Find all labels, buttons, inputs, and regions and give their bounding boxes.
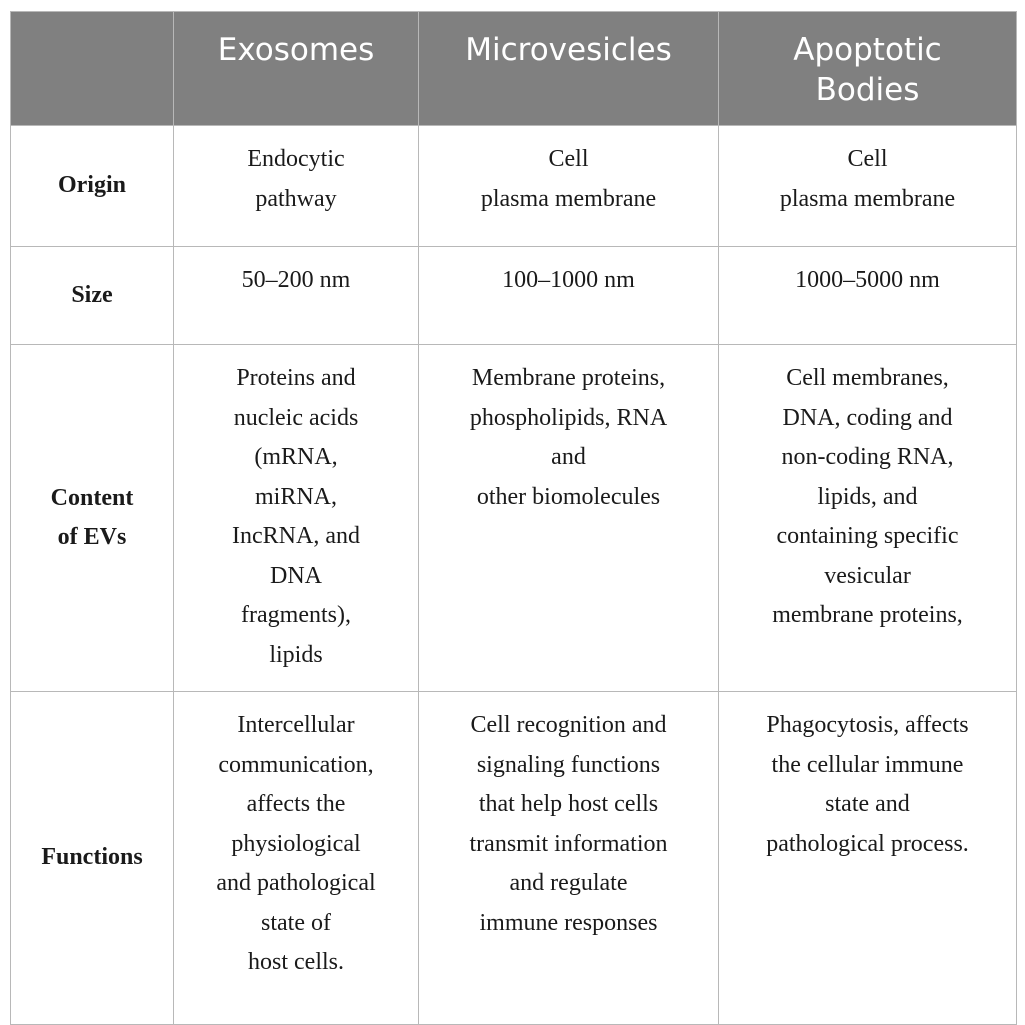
cell-size-exosomes: 50–200 nm — [174, 247, 419, 345]
cell-content-exosomes: Proteins and nucleic acids (mRNA, miRNA, IncRNA, and DNA fragments), lipids — [174, 345, 419, 692]
table-row-origin — [11, 126, 1017, 247]
comparison-table-container — [10, 11, 1016, 1025]
cell-content-microvesicles: Membrane proteins, phospholipids, RNA and other biomolecules — [419, 345, 719, 692]
cell-functions-apoptotic-bodies: Phagocytosis, affects the cellular immune state and pathological process. — [719, 692, 1017, 1025]
row-label-content: Content of EVs — [11, 345, 174, 692]
table-row-size — [11, 247, 1017, 345]
cell-functions-microvesicles: Cell recognition and signaling functions that help host cells transmit information and regulate immune responses — [419, 692, 719, 1025]
ev-comparison-table — [10, 11, 1017, 1025]
cell-origin-apoptotic-bodies: Cell plasma membrane — [719, 126, 1017, 247]
cell-size-microvesicles: 100–1000 nm — [419, 247, 719, 345]
row-label-origin: Origin — [11, 126, 174, 247]
table-row-functions — [11, 692, 1017, 1025]
table-row-content — [11, 345, 1017, 692]
cell-functions-exosomes: Intercellular communication, affects the physiological and pathological state of host cells. — [174, 692, 419, 1025]
cell-origin-microvesicles: Cell plasma membrane — [419, 126, 719, 247]
row-label-functions: Functions — [11, 692, 174, 1025]
header-corner-cell — [11, 12, 174, 126]
header-microvesicles: Microvesicles — [419, 12, 719, 126]
cell-origin-exosomes: Endocytic pathway — [174, 126, 419, 247]
row-label-size: Size — [11, 247, 174, 345]
header-row — [11, 12, 1017, 126]
cell-content-apoptotic-bodies: Cell membranes, DNA, coding and non-coding RNA, lipids, and containing specific vesicular membrane proteins, — [719, 345, 1017, 692]
cell-size-apoptotic-bodies: 1000–5000 nm — [719, 247, 1017, 345]
header-apoptotic-bodies: Apoptotic Bodies — [719, 12, 1017, 126]
header-exosomes: Exosomes — [174, 12, 419, 126]
